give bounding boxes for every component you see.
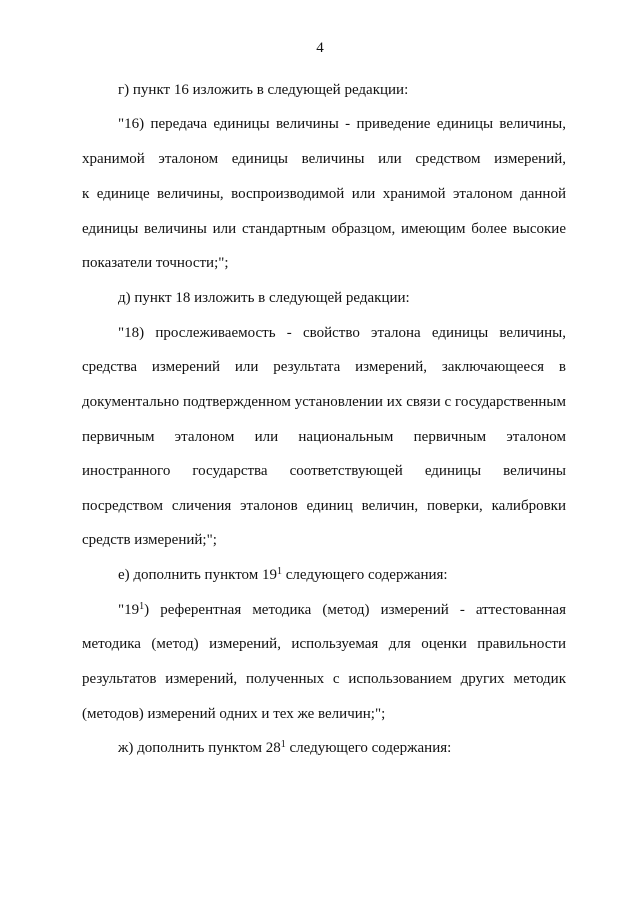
- paragraph-16-line-4: единицы величины или стандартным образцом, имеющим более высокие: [82, 221, 566, 237]
- paragraph-19-line-4: (методов) измерений одних и тех же величин;";: [82, 706, 386, 722]
- paragraph-19-line-3: результатов измерений, полученных с использованием других методик: [82, 671, 566, 687]
- paragraph-16-line-1: "16) передача единицы величины - приведение единицы величины,: [118, 116, 566, 132]
- paragraph-16-line-5: показатели точности;";: [82, 255, 229, 271]
- paragraph-e-text-end: следующего содержания:: [282, 567, 448, 583]
- paragraph-18-line-7: средств измерений;";: [82, 532, 217, 548]
- paragraph-18-line-6: посредством сличения эталонов единиц величин, поверки, калибровки: [82, 498, 566, 514]
- paragraph-19-line-1-text: ) референтная методика (метод) измерений - аттестованная: [144, 602, 566, 618]
- paragraph-d: д) пункт 18 изложить в следующей редакции:: [118, 290, 410, 306]
- paragraph-e: [118, 565, 448, 585]
- paragraph-18-line-5: иностранного государства соответствующей единицы величины: [82, 463, 566, 479]
- paragraph-18-line-2: средства измерений или результата измерений, заключающееся в: [82, 359, 566, 375]
- paragraph-19-number: "19: [118, 602, 140, 618]
- paragraph-zh-text-end: следующего содержания:: [285, 740, 452, 756]
- paragraph-19-line-1: [118, 600, 566, 620]
- paragraph-19-superscript: 1: [139, 601, 145, 612]
- paragraph-zh-text: ж) дополнить пунктом 28: [118, 740, 281, 756]
- paragraph-19-line-2: методика (метод) измерений, используемая для оценки правильности: [82, 636, 566, 652]
- paragraph-16-line-3: к единице величины, воспроизводимой или хранимой эталоном данной: [82, 186, 566, 202]
- paragraph-zh-superscript: 1: [280, 739, 286, 750]
- paragraph-g: г) пункт 16 изложить в следующей редакции:: [118, 82, 409, 98]
- paragraph-e-text: е) дополнить пунктом 19: [118, 567, 278, 583]
- paragraph-18-line-3: документально подтвержденном установлении их связи с государственным: [82, 394, 566, 410]
- paragraph-e-superscript: 1: [277, 566, 283, 577]
- paragraph-18-line-1: "18) прослеживаемость - свойство эталона единицы величины,: [118, 325, 566, 341]
- paragraph-16-line-2: хранимой эталоном единицы величины или средством измерений,: [82, 151, 566, 167]
- paragraph-18-line-4: первичным эталоном или национальным первичным эталоном: [82, 429, 566, 445]
- paragraph-zh: [118, 738, 451, 758]
- page-number: 4: [316, 40, 324, 56]
